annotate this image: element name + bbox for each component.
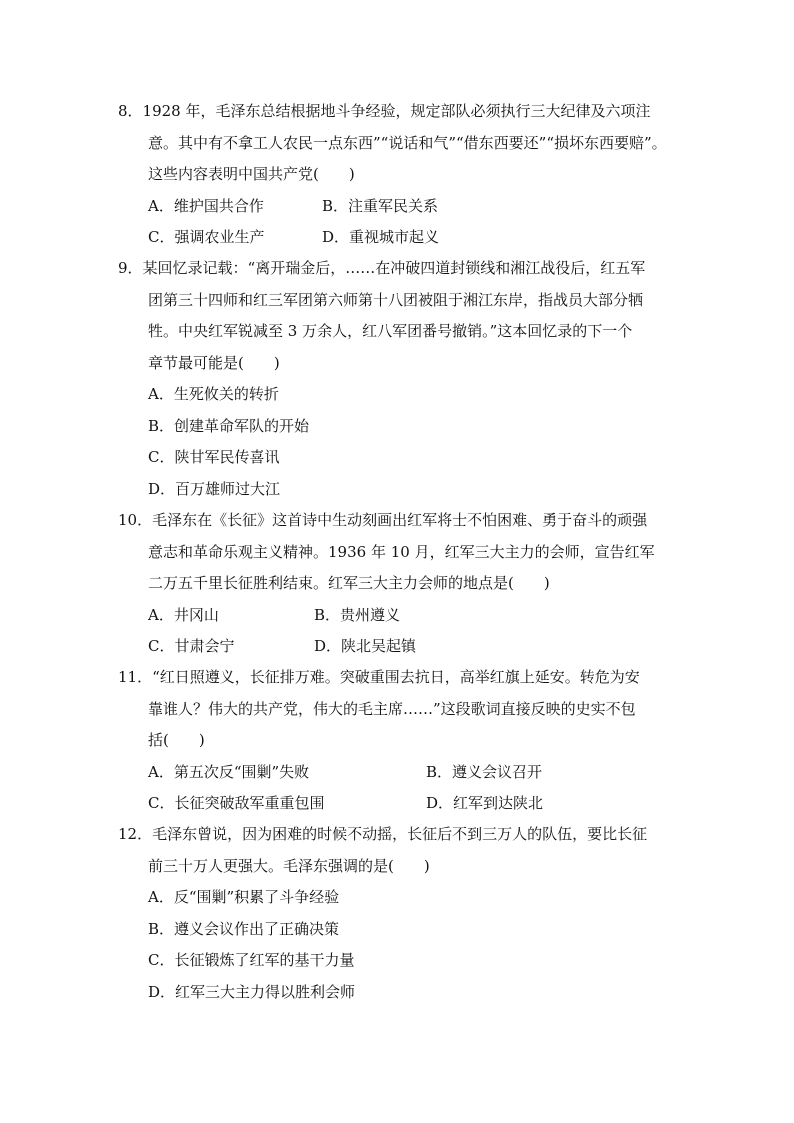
question-text-line: 前三十万人更强大。毛泽东强调的是( ) [148,856,430,875]
option-c: C．强调农业生产 [148,228,265,246]
question-text-line: 牲。中央红军锐减至 3 万余人，红八军团番号撤销。”这本回忆录的下一个 [148,322,633,340]
option-a: A．生死攸关的转折 [148,385,279,403]
question-text-line: 团第三十四师和红三军团第六师第十八团被阻于湘江东岸，指战员大部分牺 [148,290,644,309]
question-text-line: 11．“红日照遵义，长征排万难。突破重围去抗日，高举红旗上延安。转危为安 [118,668,640,686]
question-text-line: 9．某回忆录记载：“离开瑞金后，……在冲破四道封锁线和湘江战役后，红五军 [118,259,646,277]
option-row [118,757,688,789]
option-b: B．注重军民关系 [322,196,439,215]
question-text-line: 二万五千里长征胜利结束。红军三大主力会师的地点是( ) [148,574,550,592]
question-text-line: 10．毛泽东在《长征》这首诗中生动刻画出红军将士不怕困难、勇于奋斗的顽强 [118,511,648,529]
option-row [118,631,688,663]
question-12 [118,819,688,1008]
option-d: D．红军三大主力得以胜利会师 [148,982,356,1001]
question-text-line: 意志和革命乐观主义精神。1936 年 10 月，红军三大主力的会师，宣告红军 [148,542,655,561]
option-row [118,222,688,254]
option-d: D．百万雄师过大江 [148,479,281,498]
option-d: D．重视城市起义 [322,228,440,246]
question-9 [118,253,688,505]
option-c: C．长征锻炼了红军的基干力量 [148,951,355,969]
option-d: D．红军到达陕北 [426,794,544,812]
option-a: A．第五次反“围剿”失败 [148,762,310,781]
option-b: B．遵义会议作出了正确决策 [148,919,340,938]
option-b: B．创建革命军队的开始 [148,416,310,435]
option-c: C．甘肃会宁 [148,637,235,655]
option-a: A．反“围剿”积累了斗争经验 [148,888,340,906]
option-row [118,788,688,820]
question-10 [118,505,688,663]
question-text-line: 8．1928 年，毛泽东总结根据地斗争经验，规定部队必须执行三大纪律及六项注 [118,102,651,120]
option-a: A．维护国共合作 [148,196,264,215]
option-c: C．长征突破敌军重重包围 [148,794,325,812]
question-11 [118,662,688,820]
option-b: B．遵义会议召开 [426,762,543,781]
option-b: B．贵州遵义 [314,605,401,624]
question-text-line: 括( ) [148,731,205,749]
question-text-line: 这些内容表明中国共产党( ) [148,165,355,183]
question-8 [118,96,688,254]
question-text-line: 靠谁人？伟大的共产党，伟大的毛主席……”这段歌词直接反映的史实不包 [148,699,636,718]
option-row [118,600,688,632]
option-a: A．井冈山 [148,605,219,624]
question-text-line: 意。其中有不拿工人农民一点东西”“说话和气”“借东西要还”“损坏东西要赔”。 [148,133,667,152]
option-c: C．陕甘军民传喜讯 [148,448,280,466]
option-d: D．陕北吴起镇 [314,637,417,655]
option-row [118,191,688,223]
question-text-line: 12．毛泽东曾说，因为困难的时候不动摇，长征后不到三万人的队伍，要比长征 [118,825,648,843]
question-text-line: 章节最可能是( ) [148,353,280,372]
